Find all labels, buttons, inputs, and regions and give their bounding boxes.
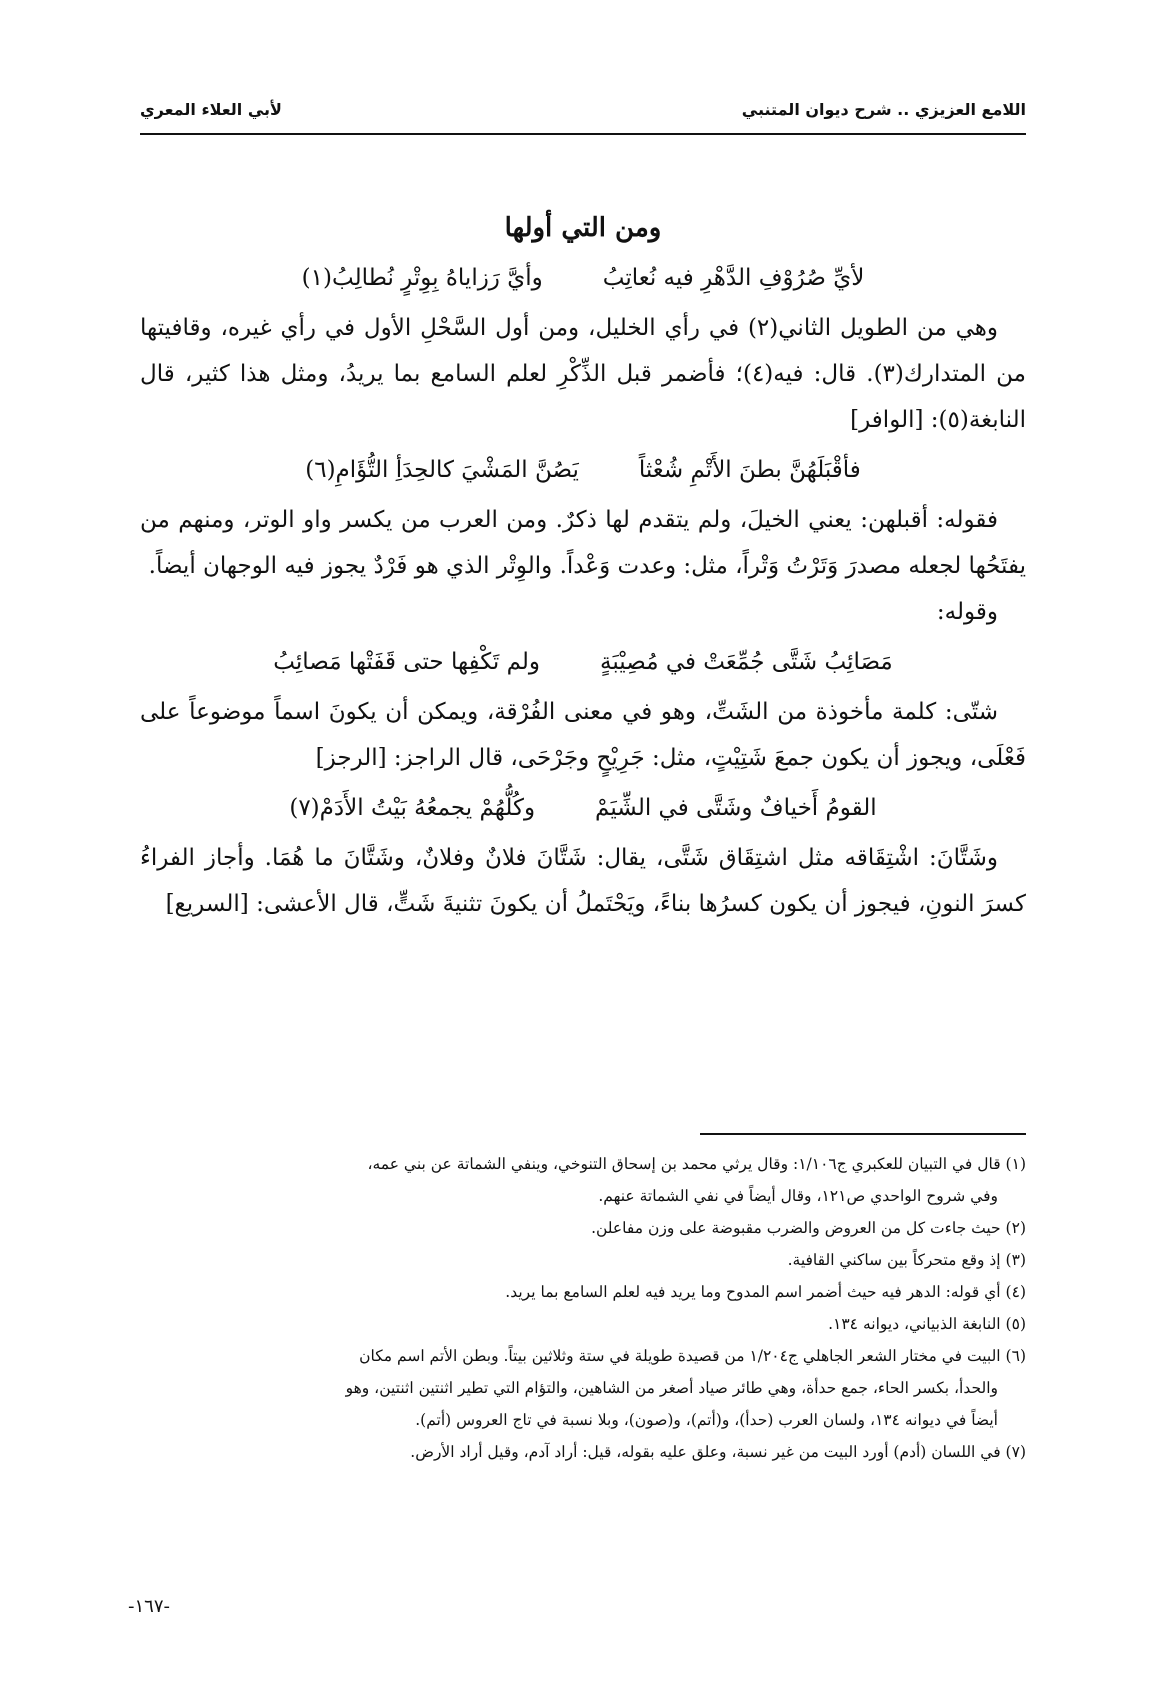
footnote-text: قال في التبيان للعكبري ج١/١٠٦: وقال يرثي محمد بن إسحاق التنوخي، وينفي الشماتة عن بني عمه، (367, 1155, 1001, 1173)
verse-line (140, 785, 1026, 831)
footnote-text: حيث جاءت كل من العروض والضرب مقبوضة على وزن مفاعلن. (591, 1219, 1001, 1237)
verse-second-hemistich: ولم تَكْفِها حتى قَفَتْها مَصائِبُ (273, 649, 541, 675)
footnote-continuation (140, 1404, 1026, 1436)
footnote (140, 1308, 1026, 1340)
header-book-title: اللامع العزيزي .. شرح ديوان المتنبي (741, 100, 1026, 119)
verse-line (140, 255, 1026, 301)
footnote-number: (٣) (1005, 1251, 1026, 1269)
footnote-number: (٤) (1005, 1283, 1026, 1301)
footnote-text: إذ وقع متحركاً بين ساكني القافية. (787, 1251, 1001, 1269)
page-number: -١٦٧- (128, 1596, 171, 1617)
verse-second-hemistich: وأيَّ رَزاياهُ بِوِتْرٍ نُطالِبُ(١) (301, 265, 543, 291)
paragraph: وهي من الطويل الثاني(٢) في رأي الخليل، ومن أول السَّحْلِ الأول في رأي غيره، وقافيتها من المتدارك(٣). قال: فيه(٤)؛ فأضمر قبل الذِّكْرِ لعلم السامع بما يريدُ، ومثل هذا كثير، قال النابغة(٥): [الوافر] (140, 315, 1026, 433)
footnote-number: (٦) (1005, 1347, 1026, 1365)
footnote-text: أي قوله: الدهر فيه حيث أضمر اسم المدوح وما يريد فيه لعلم السامع بما يريد. (505, 1283, 1001, 1301)
verse-first-hemistich: لأيِّ صُرُوْفِ الدَّهْرِ فيه نُعاتِبُ (602, 265, 865, 291)
footnotes (140, 1148, 1026, 1468)
footnote-text: أيضاً في ديوانه ١٣٤، ولسان العرب (حدأ)، و(أتم)، و(صون)، وبلا نسبة في تاج العروس (أتم). (415, 1411, 998, 1429)
footnote-number: (٧) (1005, 1443, 1026, 1461)
footnote-text: النابغة الذبياني، ديوانه ١٣٤. (828, 1315, 1001, 1333)
verse-first-hemistich: مَصَائِبُ شَتَّى جُمِّعَتْ في مُصِيْبَةٍ (600, 649, 893, 675)
footnote (140, 1244, 1026, 1276)
section-title: ومن التي أولها (504, 213, 662, 243)
footnote-text: وفي شروح الواحدي ص١٢١، وقال أيضاً في نفي الشماتة عنهم. (598, 1187, 998, 1205)
paragraph: فقوله: أقبلهن: يعني الخيلَ، ولم يتقدم لها ذكرٌ. ومن العرب من يكسر واو الوتر، ومنهم من يفتَحُها لجعله مصدرَ وَتَرْتُ وَتْراً، مثل: وعدت وَعْداً. والوِتْر الذي هو فَرْدٌ يجوز فيه الوجهان أيضاً. (140, 507, 1026, 579)
footnote-number: (٥) (1005, 1315, 1026, 1333)
header-author: لأبي العلاء المعري (140, 100, 282, 119)
paragraph: وشَتَّانَ: اشْتِقَاقه مثل اشتِقَاق شَتَّى، يقال: شَتَّانَ فلانٌ وفلانٌ، وشَتَّانَ ما هُمَا. وأجاز الفراءُ كسرَ النونِ، فيجوز أن يكون كسرُها بناءً، ويَحْتَملُ أن يكونَ تثنيةَ شَتٍّ، قال الأعشى: [السريع] (140, 845, 1026, 917)
footnote (140, 1148, 1026, 1180)
footnote-continuation (140, 1372, 1026, 1404)
verse-line (140, 447, 1026, 493)
footnote-text: البيت في مختار الشعر الجاهلي ج١/٢٠٤ من قصيدة طويلة في ستة وثلاثين بيتاً. وبطن الأتم اسم مكان (359, 1347, 1001, 1365)
footnote (140, 1212, 1026, 1244)
footnote-text: في اللسان (أدم) أورد البيت من غير نسبة، وعلق عليه بقوله، قيل: أراد آدم، وقيل أراد الأرض. (410, 1443, 1001, 1461)
footnote (140, 1340, 1026, 1372)
verse-first-hemistich: فأقْبَلَهُنَّ بطنَ الأَتْمِ شُعْثاً (638, 457, 861, 483)
footnote-text: والحدأ، بكسر الحاء، جمع حدأة، وهي طائر صياد أصغر من الشاهين، والتؤام التي تطير اثنتين اثنتين، وهو (345, 1379, 998, 1397)
verse-second-hemistich: يَصُنَّ المَشْيَ كالحِدَأِ التُّؤَامِ(٦) (305, 457, 579, 483)
running-header (140, 100, 1026, 135)
paragraph: وقوله: (936, 599, 998, 625)
main-text (140, 205, 1026, 927)
footnote (140, 1276, 1026, 1308)
footnote-divider (700, 1133, 1026, 1135)
verse-first-hemistich: القومُ أَخيافٌ وشَتَّى في الشِّيَمْ (595, 795, 877, 821)
verse-line (140, 639, 1026, 685)
footnote-number: (٢) (1005, 1219, 1026, 1237)
paragraph: شتّى: كلمة مأخوذة من الشَتِّ، وهو في معنى الفُرْقة، ويمكن أن يكونَ اسماً موضوعاً على فَعْلَى، ويجوز أن يكون جمعَ شَتِيْتٍ، مثل: جَرِيْحٍ وجَرْحَى، قال الراجز: [الرجز] (140, 699, 1026, 771)
verse-second-hemistich: وكُلُّهُمْ يجمعُهُ بَيْتُ الأَدَمْ(٧) (289, 795, 536, 821)
footnote-continuation (140, 1180, 1026, 1212)
footnote-number: (١) (1005, 1155, 1026, 1173)
footnote (140, 1436, 1026, 1468)
